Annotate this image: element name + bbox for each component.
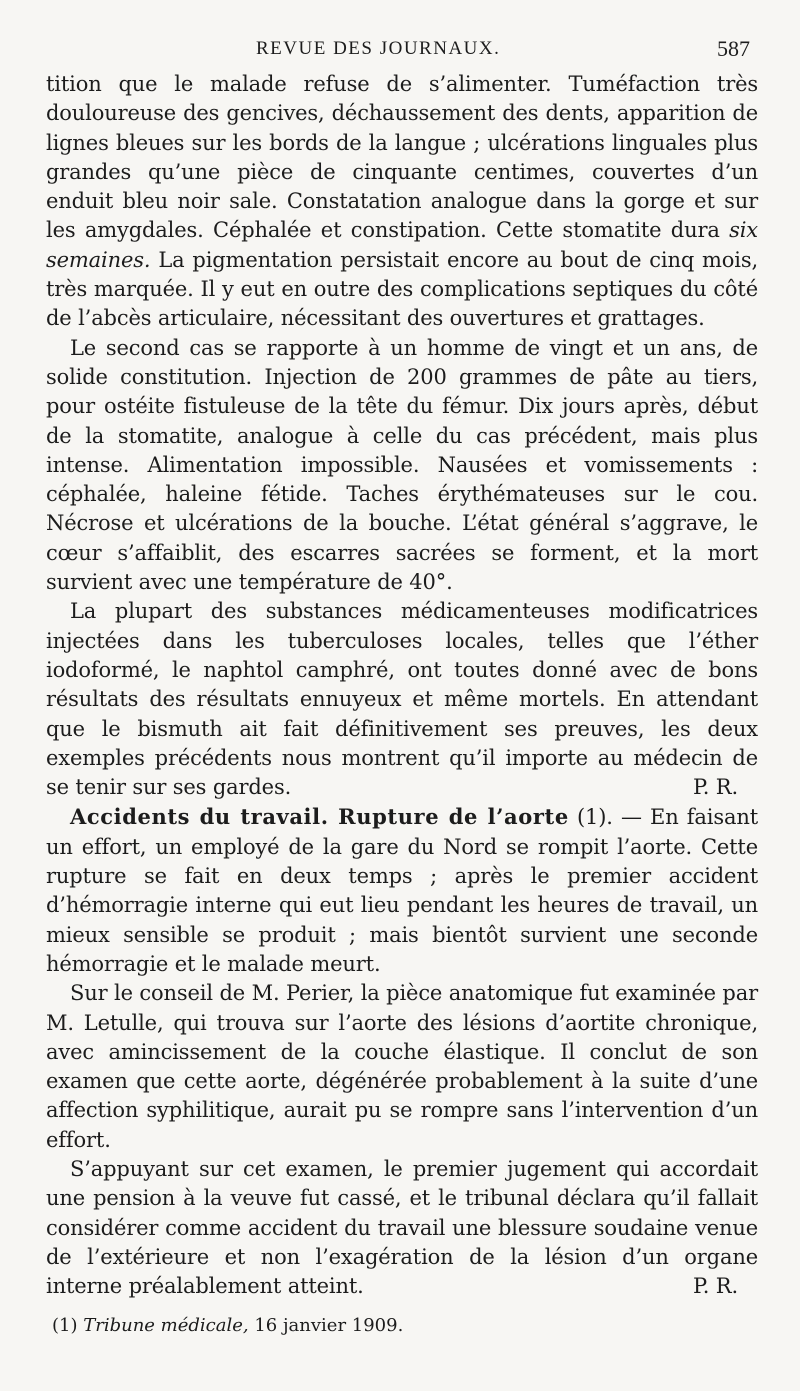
author-signature: P. R. xyxy=(693,775,738,800)
paragraph-conclusion xyxy=(46,597,758,802)
paragraph-section-start xyxy=(46,802,758,979)
paragraph-examination: Sur le conseil de M. Perier, la pièce anatomique fut examinée par M. Letulle, qui trouva sur l’aorte des lésions d’aortite chronique, avec amincissement de la couche élastique. Il conclut de son examen que cette aorte, dégénérée probablement à la suite d’une affection syphilitique, aurait pu se rompre sans l’intervention d’un effort. xyxy=(46,981,758,1152)
author-signature: P. R. xyxy=(693,1274,738,1299)
document-page xyxy=(46,30,758,1339)
footnote-source: Tribune médicale, xyxy=(83,1315,249,1337)
paragraph-second-case: Le second cas se rapporte à un homme de vingt et un ans, de solide constitution. Injection de 200 grammes de pâte au tiers, pour ostéite fistuleuse de la tête du fémur. Dix jours après, début de la stomatite, analogue à celle du cas précédent, mais plus intense. Alimentation impossible. Nausées et vomissements : céphalée, haleine fétide. Taches érythémateuses sur le cou. Nécrose et ulcérations de la bouche. L’état général s’aggrave, le cœur s’affaiblit, des escarres sacrées se forment, et la mort survient avec une température de 40°. xyxy=(46,335,758,595)
section-title: Accidents du travail. Rupture de l’aorte xyxy=(70,804,569,830)
running-head: REVUE DES JOURNAUX. xyxy=(256,38,501,59)
body-text xyxy=(46,70,758,1301)
paragraph-judgment xyxy=(46,1155,758,1301)
paragraph-text: En faisant un effort, un employé de la gare du Nord se rompit l’aorte. Cette rupture se fait en deux temps ; après le premier accident d’hémorragie interne qui eut lieu pendant les heures de travail, un mieux sensible se produit ; mais bientôt survient une seconde hémorragie et le malade meurt. xyxy=(46,805,758,976)
page-header xyxy=(46,30,758,70)
footnote xyxy=(46,1313,758,1339)
emphasis-duration: six semaines. xyxy=(46,218,758,272)
paragraph-text-end: La pigmentation persistait encore au bout de cinq mois, très marquée. Il y eut en outre des complications septiques du côté de l’abcès articulaire, nécessitant des ouvertures et grattages. xyxy=(46,247,758,331)
page-number: 587 xyxy=(717,36,750,61)
footnote-mark: (1) xyxy=(52,1315,84,1337)
paragraph-text: La plupart des substances médicamenteuses modificatrices injectées dans les tuberculoses locales, telles que l’éther iodoformé, le naphtol camphré, ont toutes donné avec de bons résultats des résultats ennuyeux et même mortels. En attendant que le bismuth ait fait définitivement ses preuves, les deux exemples précédents nous montrent qu’il importe au médecin de se tenir sur ses gardes. xyxy=(46,599,758,800)
footnote-date: 16 janvier 1909. xyxy=(248,1315,404,1337)
paragraph-text: tition que le malade refuse de s’alimenter. Tuméfaction très douloureuse des gencives, déchaussement des dents, apparition de lignes bleues sur les bords de la langue ; ulcérations linguales plus grandes qu’une pièce de cinquante centimes, couvertes d’un enduit bleu noir sale. Constatation analogue dans la gorge et sur les amygdales. Céphalée et constipation. Cette stomatite dura xyxy=(46,72,758,243)
footnote-reference: (1). — xyxy=(568,805,651,830)
paragraph-continued xyxy=(46,70,758,334)
paragraph-text: S’appuyant sur cet examen, le premier jugement qui accordait une pension à la veuve fut cassé, et le tribunal déclara qu’il fallait considérer comme accident du travail une blessure soudaine venue de l’extérieure et non l’exagération de la lésion d’un organe interne préalablement atteint. xyxy=(46,1156,758,1299)
